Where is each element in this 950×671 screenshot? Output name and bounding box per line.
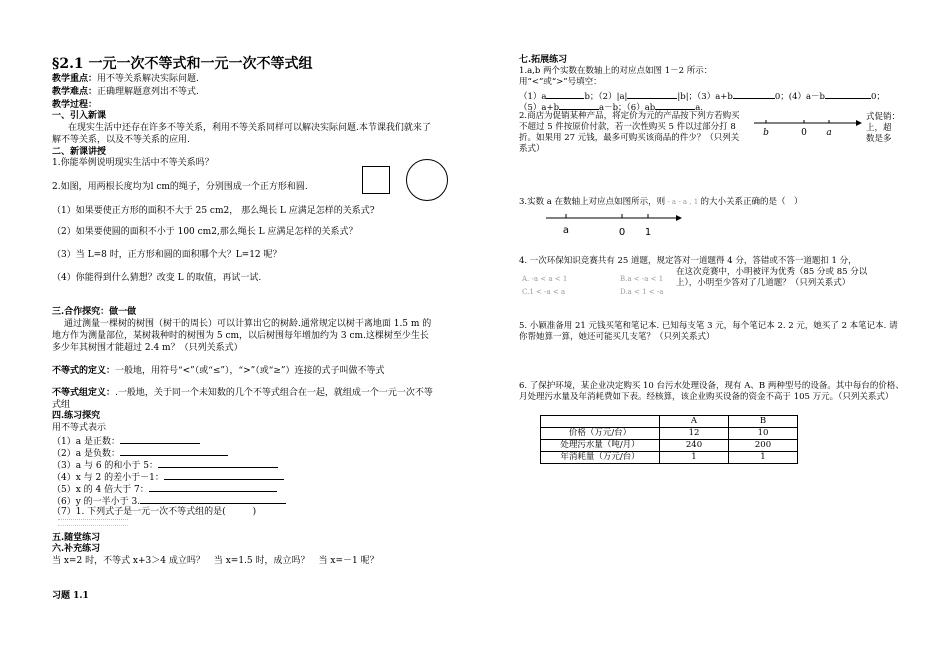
table-row	[541, 428, 798, 440]
table-cell: 价格（万元/台）	[541, 428, 660, 440]
extension-question-4-line-3: 上），小明至少答对了几道题？（只列关系式）	[676, 278, 851, 288]
definition-2-label: 不等式组定义：	[52, 388, 116, 398]
point-0-label: 0	[618, 227, 626, 238]
option-a: A. -a < a < 1	[522, 275, 568, 283]
extension-question-5: 5. 小颖准备用 21 元钱买笔和笔记本. 已知每支笔 3 元，每个笔记本 2. 2 元，她买了 2 本笔记本. 请你帮她算一算，她还可能买几支笔？（只列关系式）	[519, 321, 898, 342]
answer-blank[interactable]	[655, 100, 695, 110]
table-cell	[541, 416, 660, 428]
option-c: C.1 < -a < a	[522, 288, 566, 296]
section-intro-heading: 一、引入新课	[52, 111, 107, 121]
table-cell: 1	[660, 452, 729, 464]
difficulty-label: 教学难点：	[52, 87, 98, 97]
square-figure	[362, 166, 390, 194]
question-2-part-1: （1）如果要使正方形的面积不大于 25 cm2， 那么绳长 L 应满足怎样的关系式?	[52, 206, 375, 216]
supplement-question: 当 x=2 时，不等式 x+3＞4 成立吗？ 当 x=1.5 时，成立吗？ 当 x=－1 呢？	[52, 556, 379, 566]
process-heading: 教学过程：	[52, 100, 98, 110]
point-0-label: 0	[801, 128, 807, 138]
answer-blank[interactable]	[140, 494, 286, 504]
extension-question-4-line-2: 在这次竞赛中，小明被评为优秀（85 分或 85 分以	[676, 267, 868, 277]
table-cell: 240	[660, 440, 729, 452]
faint-options-image	[58, 519, 128, 526]
extension-question-6: 6. 了保护环境，某企业决定购买 10 台污水处理设备，现有 A、B 两种型号的设备。其中每台的价格、月处理污水量及年消耗费如下表。经核算，该企业购买设备的资金不高于 105 万元。（只列关系式）	[519, 381, 904, 402]
question-2-overflow-1: 式促销：	[866, 112, 901, 122]
question-2-overflow-3: 数是多	[866, 134, 892, 144]
extension-question-4: 4. 一次环保知识竞赛共有 25 道题，规定答对一道题得 4 分，答错或不答一道题扣 1 分，	[519, 256, 857, 266]
practice-item-4-text: （4）x 与 2 的差小于－1：	[52, 473, 164, 483]
extension-question-3	[519, 197, 802, 208]
question-3-text: 3.实数 a 在数轴上对应点如图所示，则	[519, 197, 666, 207]
table-cell: 处理污水量（吨/月）	[541, 440, 660, 452]
definition-1-text: 一般地，用符号“<”（或“≤”），“>”（或“≥”）连接的式子叫做不等式	[115, 366, 385, 376]
point-a-label: a	[826, 128, 832, 138]
definition-1-label: 不等式的定义：	[52, 366, 116, 376]
inequality-definition	[52, 365, 437, 377]
practice-item-7: （7）1. 下列式子是一元一次不等式组的是( )	[52, 507, 257, 517]
section-extension-heading: 七.拓展练习	[519, 55, 568, 65]
answer-blank[interactable]	[627, 89, 677, 99]
table-cell: 200	[729, 440, 798, 452]
inequality-system-definition	[52, 387, 437, 411]
question-3-end: 的大小关系正确的是（ ）	[700, 197, 803, 207]
point-1-label: 1	[644, 227, 652, 238]
table-cell: B	[729, 416, 798, 428]
fill-3-label: |b|；（3）a+b	[677, 92, 733, 102]
table-cell: 1	[729, 452, 798, 464]
page-title: §2.1 一元一次不等式和一元一次不等式组	[52, 56, 313, 72]
extension-question-1: 1.a,b 两个实数在数轴上的对应点如图 1－2 所示：	[519, 66, 713, 76]
answer-blank[interactable]	[546, 89, 584, 99]
table-cell: 10	[729, 428, 798, 440]
practice-item-3-text: （3）a 与 6 的和小于 5：	[52, 461, 158, 471]
teaching-difficulty	[52, 86, 199, 98]
definition-2-text: .一般地，关于同一个未知数的几个不等式组合在一起，就组成一个一元一次不等式组	[52, 388, 433, 410]
table-row	[541, 440, 798, 452]
table-row	[541, 452, 798, 464]
homework-label: 习题 1.1	[52, 591, 89, 601]
answer-blank[interactable]	[158, 458, 278, 468]
question-2-overflow-2: 上，超	[866, 123, 892, 133]
fill-6-label: a－b；（6）ab	[599, 103, 656, 113]
tree-problem: 通过测量一棵树的树围（树干的周长）可以计算出它的树龄.通常规定以树干离地面 1.5 m 的地方作为测量部位，某树栽种时的树围为 5 cm，以后树围每年增加约为 3 cm.这棵树至少生长多少年其树围才能超过 2.4 m？（只列关系式）	[52, 319, 432, 353]
table-cell: 12	[660, 428, 729, 440]
practice-intro: 用不等式表示	[52, 423, 107, 433]
question-2-part-3: （3）当 L=8 时，正方形和圆的面积哪个大？L=12 呢？	[52, 250, 282, 260]
answer-blank[interactable]	[559, 100, 599, 110]
answer-blank[interactable]	[120, 446, 228, 456]
section-practice-heading: 四.练习探究	[52, 411, 101, 421]
practice-item-2-text: （2）a 是负数：	[52, 449, 120, 459]
answer-blank[interactable]	[825, 89, 871, 99]
question-2-part-4: （4）你能得到什么猜想？改变 L 的取值，再试一试.	[52, 273, 262, 283]
section-new-lesson-heading: 二、新课讲授	[52, 147, 107, 157]
difficulty-text: 正确理解题意列出不等式.	[97, 87, 199, 97]
answer-blank[interactable]	[120, 434, 200, 444]
fill-6-end: a.	[695, 103, 704, 113]
table-cell: A	[660, 416, 729, 428]
table-cell: 年消耗量（万元/台）	[541, 452, 660, 464]
answer-blank[interactable]	[733, 89, 775, 99]
focus-label: 教学重点：	[52, 74, 98, 84]
fill-4-label: 0；(4）a－b	[774, 92, 826, 102]
extension-question-1-instruction: 用“<”或“>”号填空：	[519, 77, 602, 87]
answer-blank[interactable]	[149, 482, 277, 492]
answer-blank[interactable]	[164, 470, 284, 480]
fill-2-label: b；（2）|a|	[584, 92, 628, 102]
fill-1-label: （1）a	[519, 92, 547, 102]
point-a-label: a	[562, 225, 570, 236]
extension-question-2: 2.商店为促销某种产品，将定价为元的产品按下列方若购买不超过 5 件按原价付款，若一次性购买 5 件以过部分打 8 折。如果用 27 元钱，最多可购买该商品的件少？（只列关系式）	[519, 111, 740, 154]
section-in-class-heading: 五.随堂练习	[52, 533, 101, 543]
section-supplement-heading: 六.补充练习	[52, 544, 101, 554]
option-b: B.a < -a < 1	[620, 275, 664, 283]
intro-paragraph: 在现实生活中还存在许多不等关系，利用不等关系同样可以解决实际问题.本节课我们就来了解不等关系，以及不等关系的应用.	[52, 123, 431, 145]
question-2: 2.如图，用两根长度均为l cm的绳子，分别围成一个正方形和圆.	[52, 182, 308, 192]
practice-item-5-text: （5）x 的 4 倍大于 7：	[52, 485, 149, 495]
expression-image: - a - a , 1	[665, 198, 701, 206]
practice-item-1-text: （1）a 是正数：	[52, 437, 120, 447]
number-line-2	[544, 210, 684, 238]
option-d: D.a < 1 < -a	[620, 288, 664, 296]
teaching-focus	[52, 73, 199, 85]
practice-item-6-text: （6）y 的一半小于 3.	[52, 497, 141, 507]
circle-figure	[406, 159, 448, 201]
table-header-row	[541, 416, 798, 428]
question-2-part-2: （2）如果要使圆的面积不小于 100 cm2,那么绳长 L 应满足怎样的关系式？	[52, 227, 358, 237]
point-b-label: b	[763, 128, 769, 138]
section-cooperation-heading: 三.合作探究：做一做	[52, 307, 137, 317]
equipment-table	[540, 415, 798, 464]
question-1: 1.你能举例说明现实生活中不等关系吗？	[52, 158, 214, 168]
focus-text: 用不等关系解决实际问题.	[97, 74, 199, 84]
fill-4-end: 0；	[871, 92, 885, 102]
number-line-1	[752, 114, 864, 138]
fill-5-label: （5）a+b	[519, 103, 560, 113]
